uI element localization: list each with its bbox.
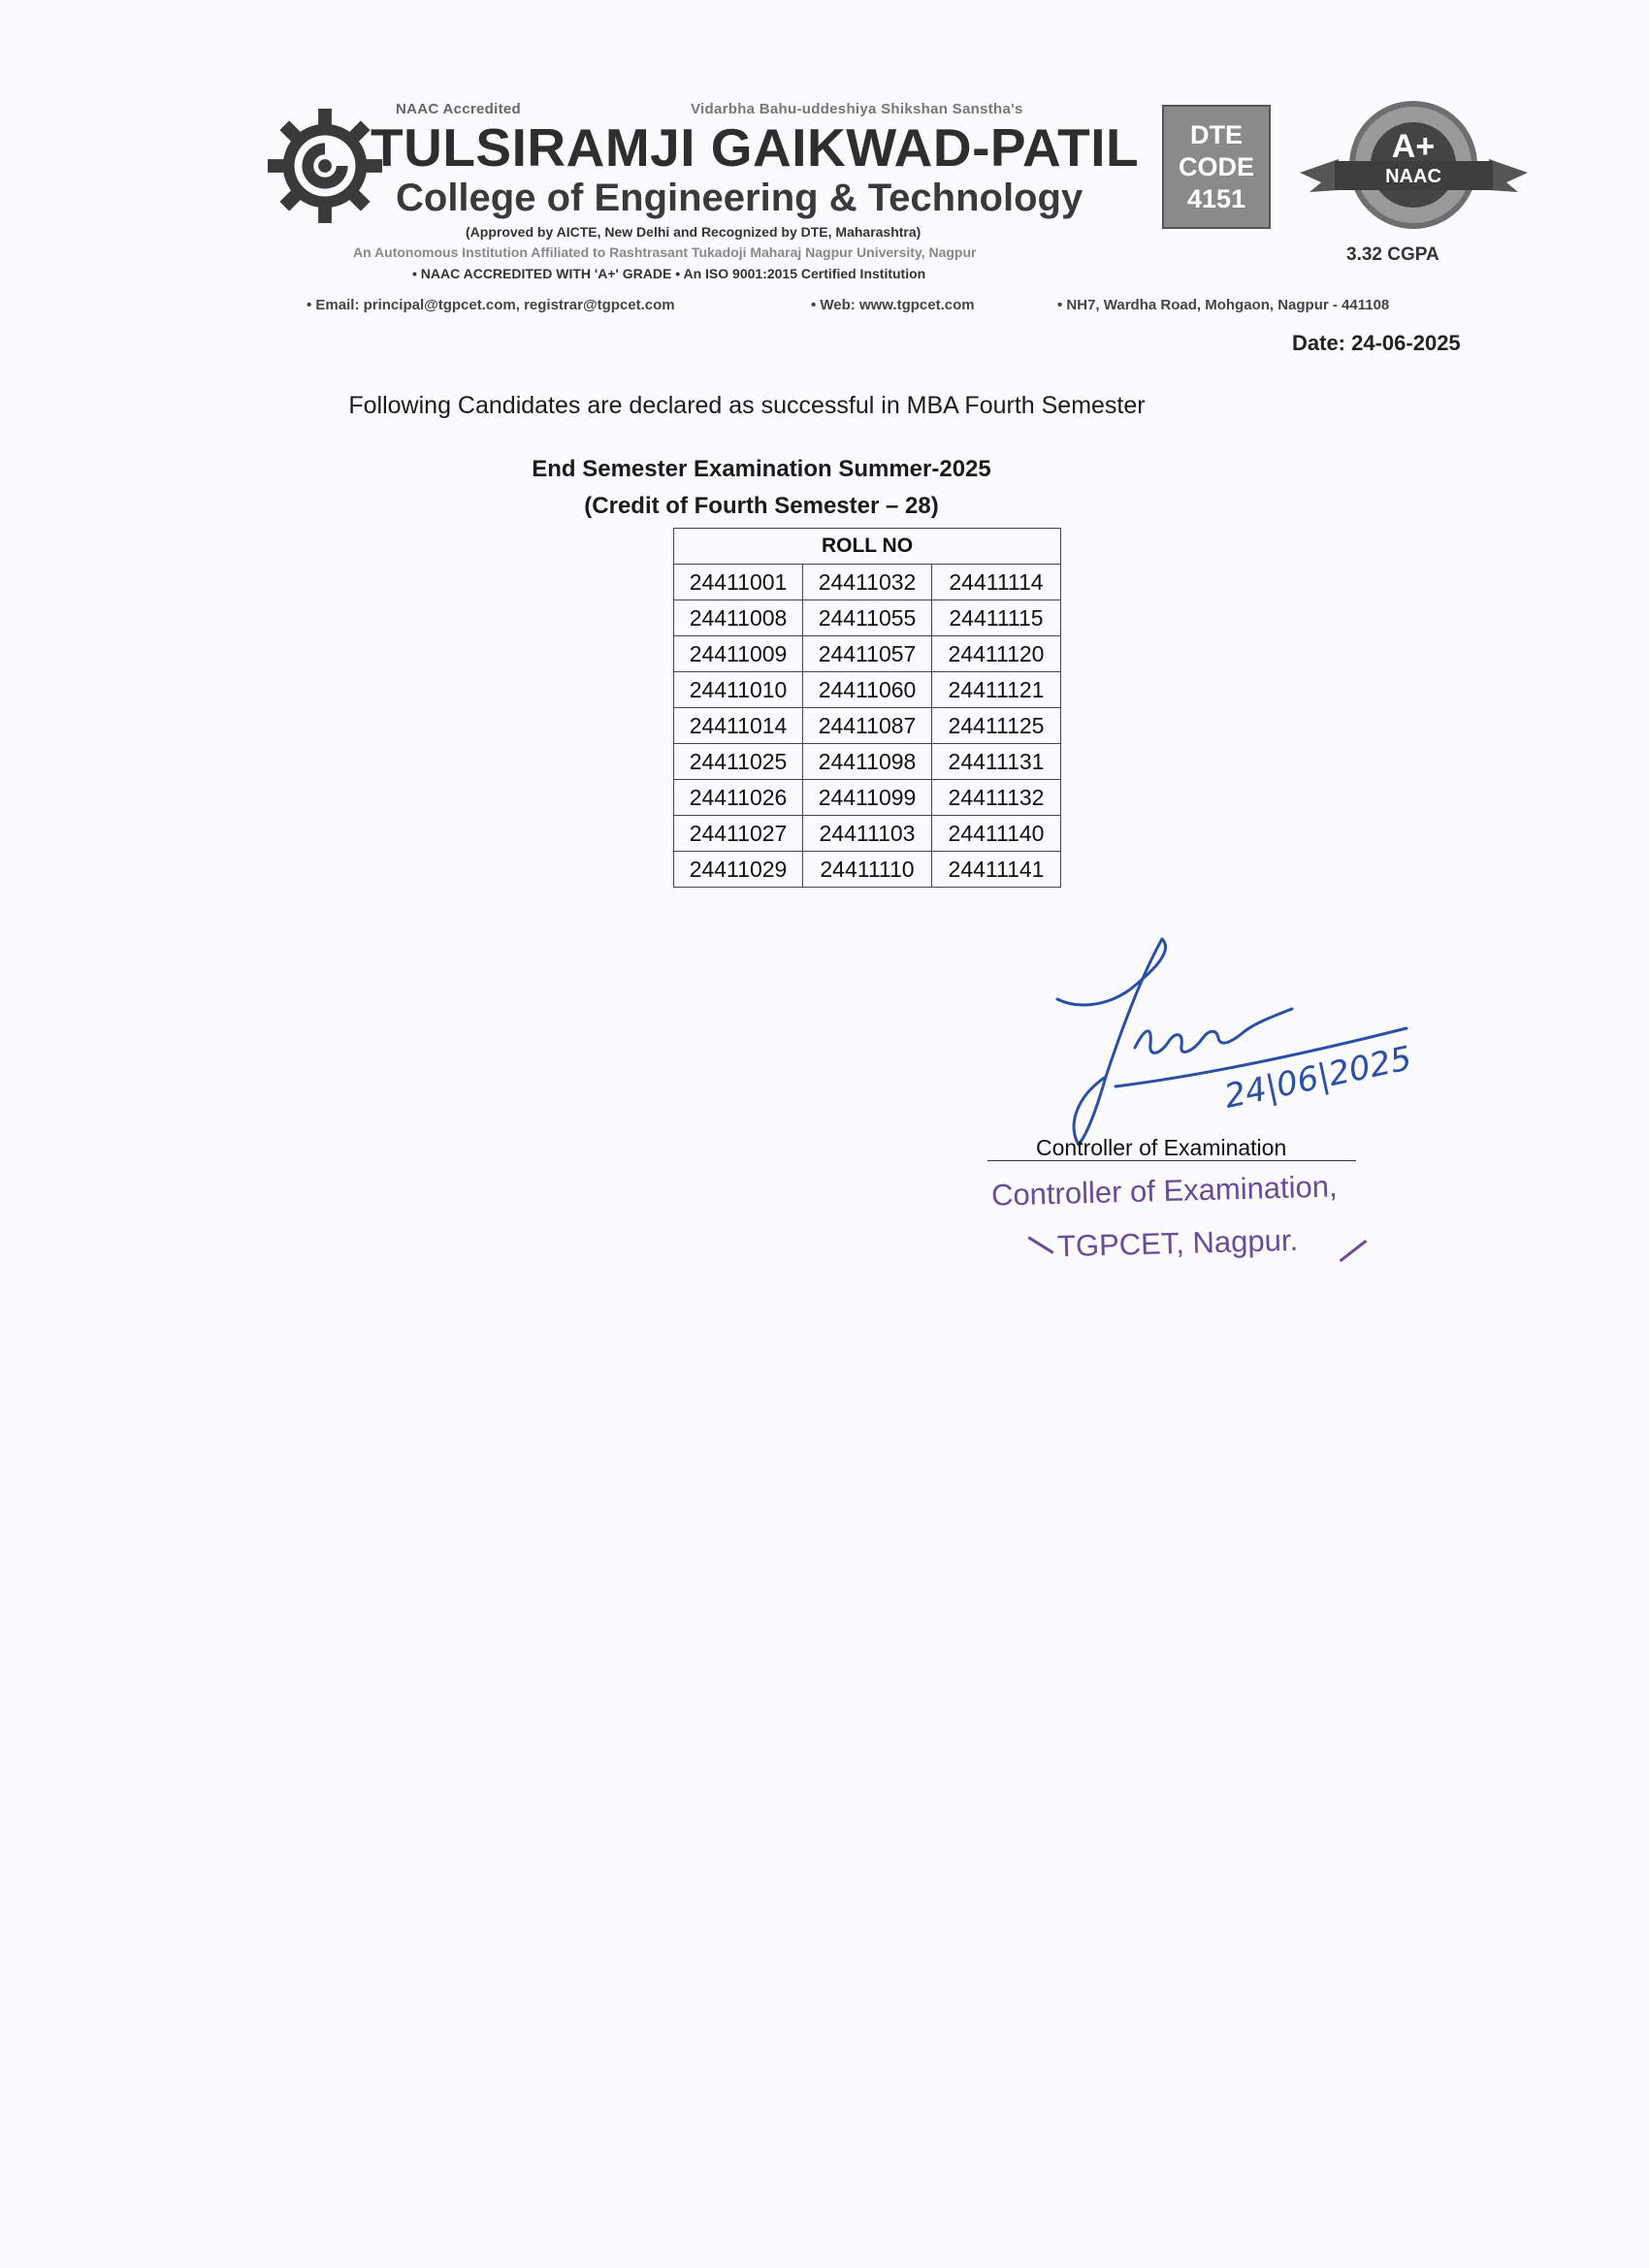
table-cell: 24411131: [932, 744, 1061, 780]
controller-title: Controller of Examination: [1036, 1135, 1287, 1160]
table-row: [674, 636, 1061, 672]
table-row: [674, 565, 1061, 600]
notice-heading: Following Candidates are declared as successful in MBA Fourth Semester: [348, 392, 1146, 419]
table-cell: 24411032: [803, 565, 932, 600]
exam-title: End Semester Examination Summer-2025: [532, 456, 991, 482]
table-cell: 24411055: [803, 600, 932, 636]
table-cell: 24411140: [932, 816, 1061, 852]
college-subtitle: College of Engineering & Technology: [396, 177, 1083, 219]
cgpa-label: 3.32 CGPA: [1346, 244, 1439, 265]
table-cell: 24411001: [674, 565, 803, 600]
dte-code-label: CODE: [1178, 151, 1254, 181]
accreditation-line: • NAAC ACCREDITED WITH 'A+' GRADE • An ISO 9001:2015 Certified Institution: [412, 266, 926, 281]
stamp-line-2: TGPCET, Nagpur.: [1056, 1222, 1299, 1264]
table-cell: 24411132: [932, 780, 1061, 816]
table-cell: 24411115: [932, 600, 1061, 636]
table-row: [674, 816, 1061, 852]
table-cell: 24411029: [674, 852, 803, 888]
table-cell: 24411060: [803, 672, 932, 708]
table-row: [674, 600, 1061, 636]
svg-text:24|06|2025: 24|06|2025: [1220, 1039, 1415, 1117]
college-logo-gear-icon: [268, 109, 382, 223]
table-cell: 24411141: [932, 852, 1061, 888]
credit-info: (Credit of Fourth Semester – 28): [584, 493, 939, 519]
table-row: [674, 744, 1061, 780]
stamp-line-1: Controller of Examination,: [990, 1169, 1339, 1213]
table-cell: 24411014: [674, 708, 803, 744]
naac-accredited-label: NAAC Accredited: [396, 101, 521, 117]
table-row: [674, 672, 1061, 708]
table-cell: 24411121: [932, 672, 1061, 708]
table-cell: 24411026: [674, 780, 803, 816]
contact-email: • Email: principal@tgpcet.com, registrar@tgpcet.com: [307, 297, 675, 313]
table-cell: 24411114: [932, 565, 1061, 600]
table-cell: 24411103: [803, 816, 932, 852]
dte-code-number: 4151: [1186, 183, 1246, 213]
handwritten-signature: [1038, 931, 1465, 1154]
contact-address: • NH7, Wardha Road, Mohgaon, Nagpur - 441108: [1057, 297, 1390, 313]
table-cell: 24411125: [932, 708, 1061, 744]
roll-number-table: [673, 528, 1061, 888]
table-cell: 24411009: [674, 636, 803, 672]
stamp-left-mark: [1027, 1236, 1053, 1253]
naac-badge-label: NAAC: [1385, 166, 1441, 187]
table-cell: 24411099: [803, 780, 932, 816]
table-cell: 24411057: [803, 636, 932, 672]
naac-badge-grade: A+: [1391, 128, 1436, 165]
approval-line: (Approved by AICTE, New Delhi and Recognized by DTE, Maharashtra): [466, 224, 922, 240]
table-cell: 24411027: [674, 816, 803, 852]
naac-badge-icon: [1300, 97, 1528, 243]
table-cell: 24411010: [674, 672, 803, 708]
table-cell: 24411025: [674, 744, 803, 780]
table-row: [674, 852, 1061, 888]
contact-web: • Web: www.tgpcet.com: [811, 297, 975, 313]
society-name: Vidarbha Bahu-uddeshiya Shikshan Sanstha's: [691, 101, 1023, 117]
table-cell: 24411008: [674, 600, 803, 636]
document-date: Date: 24-06-2025: [1292, 331, 1461, 355]
affiliation-line: An Autonomous Institution Affiliated to Rashtrasant Tukadoji Maharaj Nagpur University, Nagpur: [353, 244, 977, 260]
dte-label: DTE: [1190, 119, 1243, 149]
table-row: [674, 780, 1061, 816]
table-cell: 24411120: [932, 636, 1061, 672]
table-header: ROLL NO: [674, 529, 1061, 565]
table-cell: 24411087: [803, 708, 932, 744]
table-cell: 24411098: [803, 744, 932, 780]
table-row: [674, 708, 1061, 744]
college-name: TULSIRAMJI GAIKWAD-PATIL: [371, 117, 1140, 178]
stamp-right-mark: [1340, 1240, 1368, 1262]
table-cell: 24411110: [803, 852, 932, 888]
dte-code-box: [1162, 105, 1271, 229]
